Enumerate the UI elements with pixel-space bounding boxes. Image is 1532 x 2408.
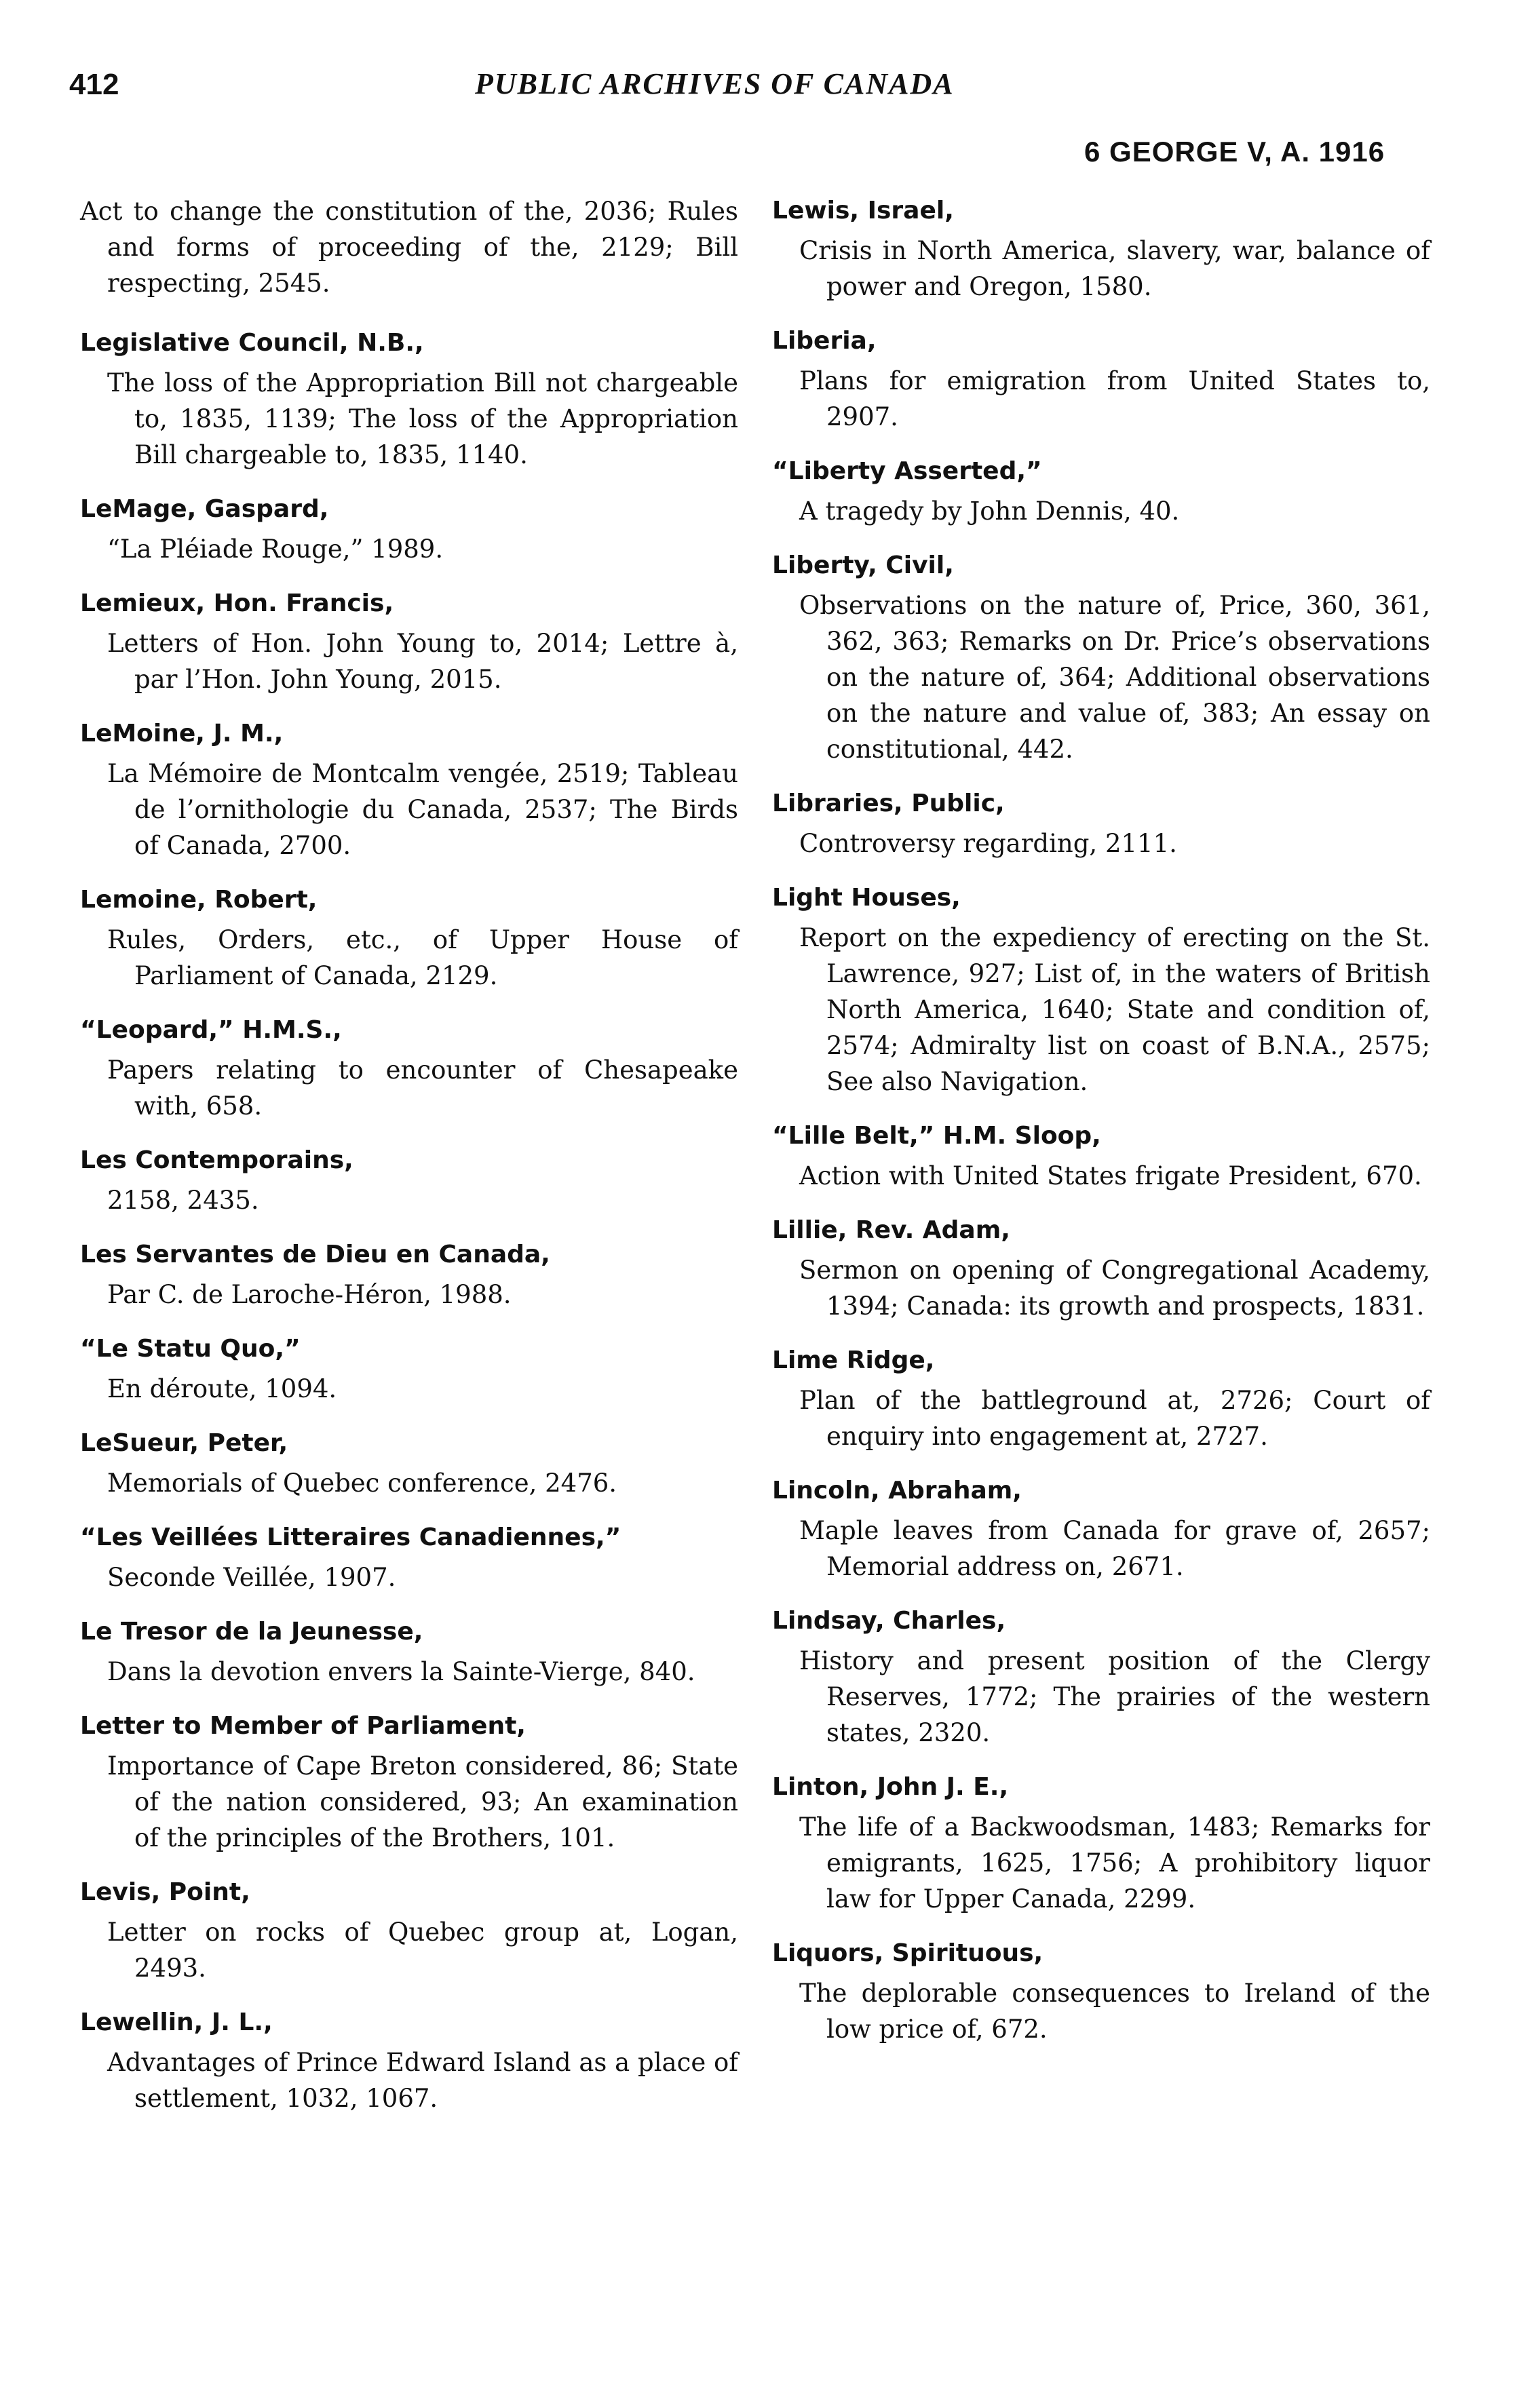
entry-heading: Lincoln, Abraham,	[772, 1477, 1022, 1504]
index-entry	[80, 193, 738, 301]
entry-heading: “Liberty Asserted,”	[772, 457, 1042, 485]
entry-heading: Le Tresor de la Jeunesse,	[80, 1618, 423, 1646]
index-entry	[772, 193, 1430, 305]
entry-heading: Linton, John J. E.,	[772, 1773, 1009, 1801]
index-entry	[80, 2005, 738, 2116]
entry-heading: “Leopard,” H.M.S.,	[80, 1016, 342, 1044]
entry-text: Crisis in North America, slavery, war, balance of power and Oregon, 1580.	[799, 236, 1430, 301]
index-entry	[772, 548, 1430, 767]
entry-heading: Liberty, Civil,	[772, 551, 954, 579]
entry-heading: Lewis, Israel,	[772, 197, 954, 225]
entry-heading: Lemieux, Hon. Francis,	[80, 589, 394, 617]
index-entry	[772, 1936, 1430, 2047]
entry-heading: Legislative Council, N.B.,	[80, 329, 424, 357]
entry-heading: “Les Veillées Litteraires Canadiennes,”	[80, 1523, 621, 1551]
entry-heading: Liberia,	[772, 327, 877, 355]
index-entry	[772, 1473, 1430, 1585]
index-entry	[80, 1875, 738, 1986]
entry-text: Maple leaves from Canada for grave of, 2657; Memorial address on, 2671.	[799, 1516, 1430, 1581]
entry-text: The deplorable consequences to Ireland of the low price of, 672.	[799, 1979, 1430, 2044]
entry-text: 2158, 2435.	[107, 1186, 259, 1215]
entry-heading: Lillie, Rev. Adam,	[772, 1216, 1010, 1244]
entry-text: Act to change the constitution of the, 2036; Rules and forms of proceeding of the, 2129; Bill respecting, 2545.	[80, 197, 738, 298]
index-entry	[772, 454, 1430, 529]
entry-text: Importance of Cape Breton considered, 86; State of the nation considered, 93; An examination of the principles of the Brothers, 101.	[107, 1751, 738, 1852]
index-entry	[80, 1426, 738, 1501]
entry-heading: Letter to Member of Parliament,	[80, 1712, 526, 1740]
entry-text: Plans for emigration from United States to, 2907.	[799, 366, 1430, 431]
entry-text: The life of a Backwoodsman, 1483; Remarks for emigrants, 1625, 1756; A prohibitory liquor law for Upper Canada, 2299.	[799, 1812, 1430, 1914]
index-entry	[772, 786, 1430, 861]
entry-heading: Les Servantes de Dieu en Canada,	[80, 1241, 550, 1268]
index-entry	[772, 1343, 1430, 1454]
entry-text: Dans la devotion envers la Sainte-Vierge, 840.	[107, 1657, 695, 1686]
page-number: 412	[69, 68, 119, 101]
entry-heading: “Le Statu Quo,”	[80, 1335, 301, 1363]
index-entry	[772, 324, 1430, 435]
entry-heading: LeMage, Gaspard,	[80, 495, 329, 523]
index-entry	[80, 1520, 738, 1595]
left-column	[80, 193, 738, 2135]
entry-text: Action with United States frigate President, 670.	[799, 1161, 1422, 1190]
entry-text: Rules, Orders, etc., of Upper House of Parliament of Canada, 2129.	[107, 925, 738, 990]
index-entry	[80, 326, 738, 473]
entry-text: Letters of Hon. John Young to, 2014; Lettre à, par l’Hon. John Young, 2015.	[107, 629, 738, 694]
entry-text: Papers relating to encounter of Chesapeake with, 658.	[107, 1055, 738, 1121]
entry-heading: LeMoine, J. M.,	[80, 720, 284, 747]
right-column	[772, 193, 1430, 2066]
index-entry	[80, 716, 738, 863]
entry-heading: Lemoine, Robert,	[80, 886, 318, 914]
entry-heading: Light Houses,	[772, 884, 961, 912]
entry-heading: Lindsay, Charles,	[772, 1607, 1006, 1635]
index-entry	[80, 1143, 738, 1218]
entry-text: Observations on the nature of, Price, 360, 361, 362, 363; Remarks on Dr. Price’s observations on the nature of, 364; Additional observations on the nature and value of, 383; An essay on constitutional, 442.	[799, 591, 1430, 764]
entry-text: Sermon on opening of Congregational Academy, 1394; Canada: its growth and prospects, 1831.	[799, 1256, 1430, 1321]
entry-text: The loss of the Appropriation Bill not chargeable to, 1835, 1139; The loss of the Appropriation Bill chargeable to, 1835, 1140.	[107, 368, 738, 469]
entry-text: En déroute, 1094.	[107, 1374, 337, 1403]
entry-heading: Libraries, Public,	[772, 790, 1005, 817]
index-entry	[80, 1013, 738, 1124]
entry-text: Advantages of Prince Edward Island as a place of settlement, 1032, 1067.	[107, 2048, 738, 2113]
entry-text: A tragedy by John Dennis, 40.	[799, 497, 1180, 526]
entry-heading: “Lille Belt,” H.M. Sloop,	[772, 1122, 1101, 1150]
index-entry	[772, 1770, 1430, 1917]
entry-heading: Levis, Point,	[80, 1878, 250, 1906]
index-entry	[80, 1709, 738, 1856]
entry-text: Memorials of Quebec conference, 2476.	[107, 1469, 617, 1498]
index-entry	[772, 1604, 1430, 1751]
entry-text: “La Pléiade Rouge,” 1989.	[107, 535, 444, 564]
entry-text: Controversy regarding, 2111.	[799, 829, 1177, 858]
entry-text: Plan of the battleground at, 2726; Court of enquiry into engagement at, 2727.	[799, 1386, 1430, 1451]
index-entry	[80, 1614, 738, 1690]
entry-text: Letter on rocks of Quebec group at, Logan, 2493.	[107, 1918, 738, 1983]
index-entry	[80, 586, 738, 697]
index-entry	[80, 492, 738, 567]
entry-heading: Lime Ridge,	[772, 1346, 935, 1374]
entry-text: Report on the expediency of erecting on the St. Lawrence, 927; List of, in the waters of British North America, 1640; State and condition of, 2574; Admiralty list on coast of B.N.A., 2575; See also Navigation.	[799, 923, 1430, 1096]
index-entry	[772, 1119, 1430, 1194]
entry-text: Par C. de Laroche-Héron, 1988.	[107, 1280, 512, 1309]
entry-text: History and present position of the Clergy Reserves, 1772; The prairies of the western states, 2320.	[799, 1646, 1430, 1747]
entry-heading: Liquors, Spirituous,	[772, 1939, 1043, 1967]
index-entry	[80, 1237, 738, 1313]
entry-heading: Les Contemporains,	[80, 1146, 353, 1174]
running-title: PUBLIC ARCHIVES OF CANADA	[475, 67, 955, 100]
session-label: 6 GEORGE V, A. 1916	[1084, 136, 1385, 168]
index-entry	[772, 880, 1430, 1100]
index-entry	[772, 1213, 1430, 1324]
index-entry	[80, 882, 738, 994]
entry-text: Seconde Veillée, 1907.	[107, 1563, 396, 1592]
entry-text: La Mémoire de Montcalm vengée, 2519; Tableau de l’ornithologie du Canada, 2537; The Birds of Canada, 2700.	[107, 759, 738, 860]
entry-heading: Lewellin, J. L.,	[80, 2008, 273, 2036]
index-entry	[80, 1332, 738, 1407]
entry-heading: LeSueur, Peter,	[80, 1429, 288, 1457]
